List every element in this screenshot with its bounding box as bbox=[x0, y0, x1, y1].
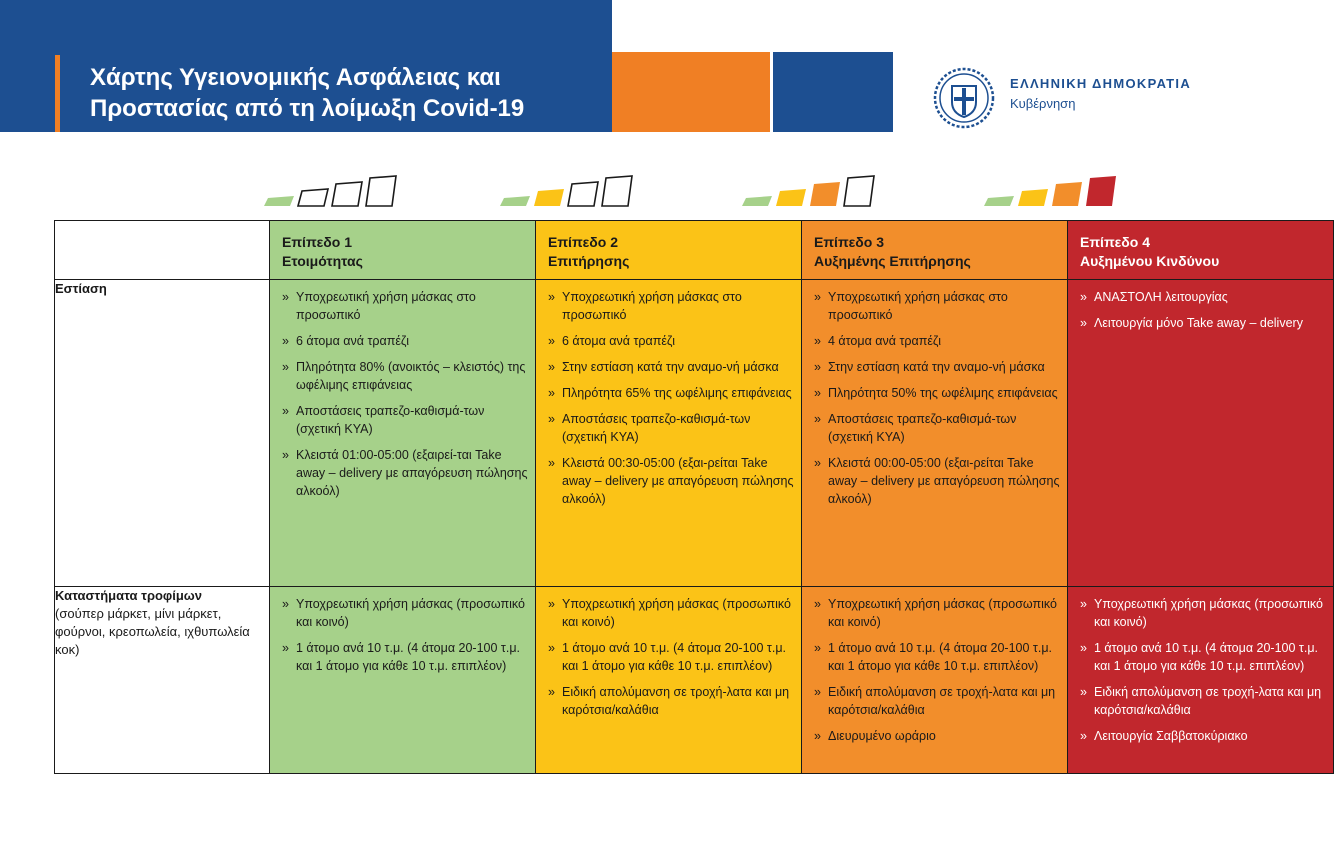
measure-list bbox=[802, 587, 1067, 745]
table-row-restaurants bbox=[55, 280, 1334, 587]
level-block-3 bbox=[1052, 182, 1082, 206]
greek-emblem-icon bbox=[932, 66, 996, 130]
measure-item: » Κλειστά 01:00-05:00 (εξαιρεί-ται Take away – delivery με απαγόρευση πώλησης αλκοόλ) bbox=[282, 446, 529, 500]
measure-list bbox=[536, 587, 801, 719]
row-label-food-stores bbox=[55, 587, 270, 774]
level-2-subtitle: Επιτήρησης bbox=[548, 253, 630, 269]
level-block-2 bbox=[534, 189, 564, 206]
measure-item: » 4 άτομα ανά τραπέζι bbox=[814, 332, 1061, 350]
header-empty-cell bbox=[55, 221, 270, 280]
level-block-3 bbox=[568, 182, 598, 206]
level-block-1 bbox=[264, 196, 294, 206]
level-block-2 bbox=[298, 189, 328, 206]
level-block-3 bbox=[810, 182, 840, 206]
cell-restaurants-level-1 bbox=[270, 280, 536, 587]
measure-item: » 1 άτομο ανά 10 τ.μ. (4 άτομα 20-100 τ.μ. και 1 άτομο για κάθε 10 τ.μ. επιπλέον) bbox=[814, 639, 1061, 675]
row-label-subtitle: (σούπερ μάρκετ, μίνι μάρκετ, φούρνοι, κρεοπωλεία, ιχθυπωλεία κοκ) bbox=[55, 606, 250, 657]
level-block-2 bbox=[776, 189, 806, 206]
measure-item: » Στην εστίαση κατά την αναμο-νή μάσκα bbox=[548, 358, 795, 376]
cell-restaurants-level-4 bbox=[1068, 280, 1334, 587]
measure-item: » Υποχρεωτική χρήση μάσκας στο προσωπικό bbox=[548, 288, 795, 324]
measure-item: » Ειδική απολύμανση σε τροχή-λατα και μη καρότσια/καλάθια bbox=[1080, 683, 1327, 719]
level-block-3 bbox=[332, 182, 362, 206]
header-accent-bar bbox=[55, 55, 60, 132]
measure-item: » 1 άτομο ανά 10 τ.μ. (4 άτομα 20-100 τ.μ. και 1 άτομο για κάθε 10 τ.μ. επιπλέον) bbox=[1080, 639, 1327, 675]
measure-list bbox=[1068, 587, 1333, 745]
measure-item: » Υποχρεωτική χρήση μάσκας (προσωπικό και κοινό) bbox=[814, 595, 1061, 631]
government-subtitle: Κυβέρνηση bbox=[1010, 96, 1076, 111]
measure-item: » Πληρότητα 80% (ανοικτός – κλειστός) της ωφέλιμης επιφάνειας bbox=[282, 358, 529, 394]
measure-item: » 6 άτομα ανά τραπέζι bbox=[282, 332, 529, 350]
table-header-row bbox=[55, 221, 1334, 280]
measures-table bbox=[54, 220, 1334, 774]
level-3-header bbox=[802, 221, 1068, 280]
measure-item: » 1 άτομο ανά 10 τ.μ. (4 άτομα 20-100 τ.μ. και 1 άτομο για κάθε 10 τ.μ. επιπλέον) bbox=[282, 639, 529, 675]
measure-item: » Αποστάσεις τραπεζο-καθισμά-των (σχετική ΚΥΑ) bbox=[548, 410, 795, 446]
measure-item: » Πληρότητα 50% της ωφέλιμης επιφάνειας bbox=[814, 384, 1061, 402]
level-block-2 bbox=[1018, 189, 1048, 206]
measure-item: » Ειδική απολύμανση σε τροχή-λατα και μη καρότσια/καλάθια bbox=[814, 683, 1061, 719]
cell-food-stores-level-1 bbox=[270, 587, 536, 774]
measure-list bbox=[536, 280, 801, 508]
level-3-title: Επίπεδο 3 bbox=[814, 234, 885, 250]
measure-item: » Λειτουργία Σαββατοκύριακο bbox=[1080, 727, 1327, 745]
measure-item: » Διευρυμένο ωράριο bbox=[814, 727, 1061, 745]
measure-item: » Υποχρεωτική χρήση μάσκας στο προσωπικό bbox=[814, 288, 1061, 324]
level-2-title: Επίπεδο 2 bbox=[548, 234, 619, 250]
table-row-food-stores bbox=[55, 587, 1334, 774]
measure-item: » Κλειστά 00:30-05:00 (εξαι-ρείται Take away – delivery με απαγόρευση πώλησης αλκοόλ) bbox=[548, 454, 795, 508]
measure-item: » Υποχρεωτική χρήση μάσκας στο προσωπικό bbox=[282, 288, 529, 324]
measure-item: » 6 άτομα ανά τραπέζι bbox=[548, 332, 795, 350]
level-block-1 bbox=[500, 196, 530, 206]
measure-item: » 1 άτομο ανά 10 τ.μ. (4 άτομα 20-100 τ.μ. και 1 άτομο για κάθε 10 τ.μ. επιπλέον) bbox=[548, 639, 795, 675]
header-orange-block bbox=[612, 52, 770, 132]
level-4-subtitle: Αυξημένου Κινδύνου bbox=[1080, 253, 1220, 269]
cell-restaurants-level-3 bbox=[802, 280, 1068, 587]
level-2-indicator-icon bbox=[498, 172, 638, 208]
level-block-4 bbox=[844, 176, 874, 206]
title-line-1: Χάρτης Υγειονομικής Ασφάλειας και bbox=[90, 64, 501, 91]
measure-list bbox=[270, 587, 535, 675]
measure-list bbox=[802, 280, 1067, 508]
level-block-4 bbox=[1086, 176, 1116, 206]
measure-item: » Λειτουργία μόνο Take away – delivery bbox=[1080, 314, 1327, 332]
measure-item: » Στην εστίαση κατά την αναμο-νή μάσκα bbox=[814, 358, 1061, 376]
cell-restaurants-level-2 bbox=[536, 280, 802, 587]
cell-food-stores-level-4 bbox=[1068, 587, 1334, 774]
measure-item: » Υποχρεωτική χρήση μάσκας (προσωπικό και κοινό) bbox=[282, 595, 529, 631]
measure-item: » Κλειστά 00:00-05:00 (εξαι-ρείται Take away – delivery με απαγόρευση πώλησης αλκοόλ) bbox=[814, 454, 1061, 508]
row-label-title: Εστίαση bbox=[55, 281, 107, 296]
level-1-title: Επίπεδο 1 bbox=[282, 234, 353, 250]
level-3-indicator-icon bbox=[740, 172, 880, 208]
level-4-header bbox=[1068, 221, 1334, 280]
page-title bbox=[90, 62, 524, 124]
level-4-title: Επίπεδο 4 bbox=[1080, 234, 1151, 250]
level-4-indicator-icon bbox=[982, 172, 1122, 208]
level-block-4 bbox=[602, 176, 632, 206]
row-label-restaurants bbox=[55, 280, 270, 587]
measure-item: » Ειδική απολύμανση σε τροχή-λατα και μη καρότσια/καλάθια bbox=[548, 683, 795, 719]
level-block-4 bbox=[366, 176, 396, 206]
header-navy-block bbox=[773, 52, 893, 132]
level-3-subtitle: Αυξημένης Επιτήρησης bbox=[814, 253, 971, 269]
level-block-1 bbox=[742, 196, 772, 206]
measure-item: » Υποχρεωτική χρήση μάσκας (προσωπικό και κοινό) bbox=[548, 595, 795, 631]
government-name: ΕΛΛΗΝΙΚΗ ΔΗΜΟΚΡΑΤΙΑ bbox=[1010, 76, 1192, 91]
cell-food-stores-level-3 bbox=[802, 587, 1068, 774]
level-2-header bbox=[536, 221, 802, 280]
measure-list bbox=[270, 280, 535, 500]
measure-item: » Πληρότητα 65% της ωφέλιμης επιφάνειας bbox=[548, 384, 795, 402]
level-1-header bbox=[270, 221, 536, 280]
measure-item: » Υποχρεωτική χρήση μάσκας (προσωπικό και κοινό) bbox=[1080, 595, 1327, 631]
measure-item: » Αποστάσεις τραπεζο-καθισμά-των (σχετική ΚΥΑ) bbox=[282, 402, 529, 438]
level-block-1 bbox=[984, 196, 1014, 206]
measure-item: » Αποστάσεις τραπεζο-καθισμά-των (σχετική ΚΥΑ) bbox=[814, 410, 1061, 446]
measure-item: » ΑΝΑΣΤΟΛΗ λειτουργίας bbox=[1080, 288, 1327, 306]
row-label-title: Καταστήματα τροφίμων bbox=[55, 588, 202, 603]
level-1-indicator-icon bbox=[262, 172, 402, 208]
title-line-2: Προστασίας από τη λοίμωξη Covid-19 bbox=[90, 95, 525, 122]
level-1-subtitle: Ετοιμότητας bbox=[282, 253, 363, 269]
measure-list bbox=[1068, 280, 1333, 332]
cell-food-stores-level-2 bbox=[536, 587, 802, 774]
